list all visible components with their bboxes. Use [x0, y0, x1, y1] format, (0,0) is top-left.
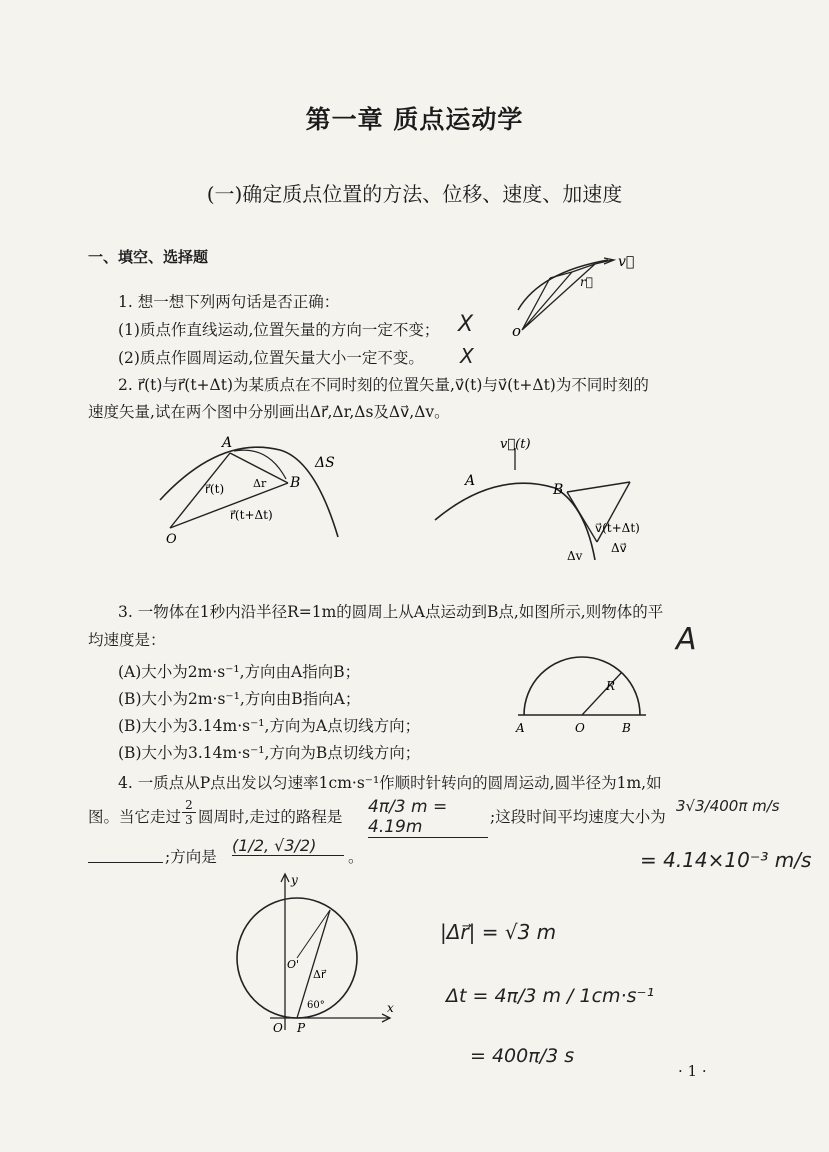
- fig1-label-ds: ΔS: [315, 455, 335, 471]
- chapter-title: 第一章 质点运动学: [305, 105, 524, 134]
- q1-mark-2: X: [460, 344, 474, 368]
- q4-line-2-post: ;这段时间平均速度大小为: [490, 808, 666, 826]
- fig2-label-vtdt: v⃗(t+Δt): [595, 521, 640, 535]
- q4-speed-answer: 3√3/400π m/s: [676, 797, 780, 815]
- q4-fig-label-oprime: O': [287, 958, 300, 971]
- q4-line-2-pre: 图。当它走过: [88, 808, 182, 826]
- fig2-label-dv: Δv⃗: [611, 541, 627, 555]
- fig2-label-a: A: [465, 473, 476, 489]
- q4-direction-answer: (1/2, √3/2): [232, 836, 344, 856]
- q3-fig-label-b: B: [622, 721, 631, 735]
- q3-semicircle-figure: [512, 640, 652, 735]
- q4-circle-figure: [225, 870, 405, 1040]
- sketch-v-label: v⃗: [618, 254, 635, 270]
- page-number: · 1 ·: [678, 1062, 707, 1080]
- q4-line-3-post: ;方向是: [165, 848, 217, 866]
- q4-blank-underline: [88, 860, 163, 863]
- q1-mark-1: X: [458, 312, 474, 337]
- q3-option-b: (B)大小为2m·s⁻¹,方向由B指向A；: [118, 690, 361, 708]
- q2-figure-position: [150, 425, 365, 550]
- q4-work-line-3: = 400π/3 s: [470, 1045, 575, 1067]
- q1-statement-1: (1)质点作直线运动,位置矢量的方向一定不变；: [118, 321, 440, 339]
- q4-fig-label-angle: 60°: [307, 1000, 325, 1011]
- q4-line-3-end: 。: [348, 848, 364, 866]
- fig1-label-rt: r⃗(t): [205, 482, 225, 496]
- q4-path-answer: 4π/3 m = 4.19m: [368, 797, 488, 838]
- q4-fig-label-p: P: [297, 1021, 306, 1035]
- q2-line-1: 2. r⃗(t)与r⃗(t+Δt)为某质点在不同时刻的位置矢量,v⃗(t)与v⃗(t+Δt)为不同时刻的: [118, 376, 649, 394]
- fig2-label-vt: v⃗(t): [500, 437, 531, 452]
- q4-fraction: [182, 798, 196, 827]
- fig1-label-dr: Δr: [253, 477, 267, 490]
- part-heading: 一、填空、选择题: [88, 248, 209, 266]
- q2-figure-velocity: [425, 430, 665, 565]
- q1-sketch: [500, 250, 660, 340]
- sketch-r-label: r⃗: [580, 275, 593, 289]
- q3-fig-label-r: R: [606, 679, 616, 693]
- q3-option-a: (A)大小为2m·s⁻¹,方向由A指向B；: [118, 663, 361, 681]
- q4-work-line-2: Δt = 4π/3 m / 1cm·s⁻¹: [446, 985, 655, 1007]
- q3-fig-label-o: O: [575, 721, 585, 735]
- q4-fraction-num: 2: [185, 798, 193, 812]
- section-title: (一)确定质点位置的方法、位移、速度、加速度: [206, 182, 623, 206]
- q3-answer: A: [676, 622, 697, 657]
- q4-fig-label-x: x: [387, 1001, 394, 1015]
- q3-option-d: (B)大小为3.14m·s⁻¹,方向为B点切线方向；: [118, 744, 421, 762]
- q3-line-2: 均速度是：: [88, 631, 166, 649]
- q4-fig-label-o: O: [273, 1021, 283, 1035]
- q3-fig-label-a: A: [516, 721, 525, 735]
- q3-line-1: 3. 一物体在1秒内沿半径R=1m的圆周上从A点运动到B点,如图所示,则物体的平: [118, 603, 664, 621]
- fig1-label-b: B: [290, 475, 301, 491]
- q1-stem: 1. 想一想下列两句话是否正确：: [118, 293, 340, 311]
- q4-fraction-den: 3: [182, 812, 196, 827]
- q4-line-1: 4. 一质点从P点出发以匀速率1cm·s⁻¹作顺时针转向的圆周运动,圆半径为1m,如: [118, 774, 662, 792]
- fig1-label-o: O: [166, 532, 177, 547]
- q2-line-2: 速度矢量,试在两个图中分别画出Δr⃗,Δr,Δs及Δv⃗,Δv。: [88, 403, 450, 421]
- q4-fig-label-y: y: [291, 873, 298, 887]
- fig2-label-b: B: [553, 482, 564, 498]
- fig1-label-rtdt: r⃗(t+Δt): [230, 508, 273, 522]
- q4-work-line-1: |Δr⃗| = √3 m: [440, 920, 557, 944]
- q4-speed-numeric: = 4.14×10⁻³ m/s: [640, 848, 812, 872]
- q3-option-c: (B)大小为3.14m·s⁻¹,方向为A点切线方向；: [118, 717, 421, 735]
- q4-line-2-mid: 圆周时,走过的路程是: [198, 808, 343, 826]
- sketch-o-label: o: [512, 322, 522, 340]
- q4-fig-label-dr: Δr⃗: [313, 968, 326, 981]
- q1-statement-2: (2)质点作圆周运动,位置矢量大小一定不变。: [118, 349, 424, 367]
- fig1-label-a: A: [222, 435, 233, 451]
- fig2-label-dv2: Δv: [567, 549, 583, 563]
